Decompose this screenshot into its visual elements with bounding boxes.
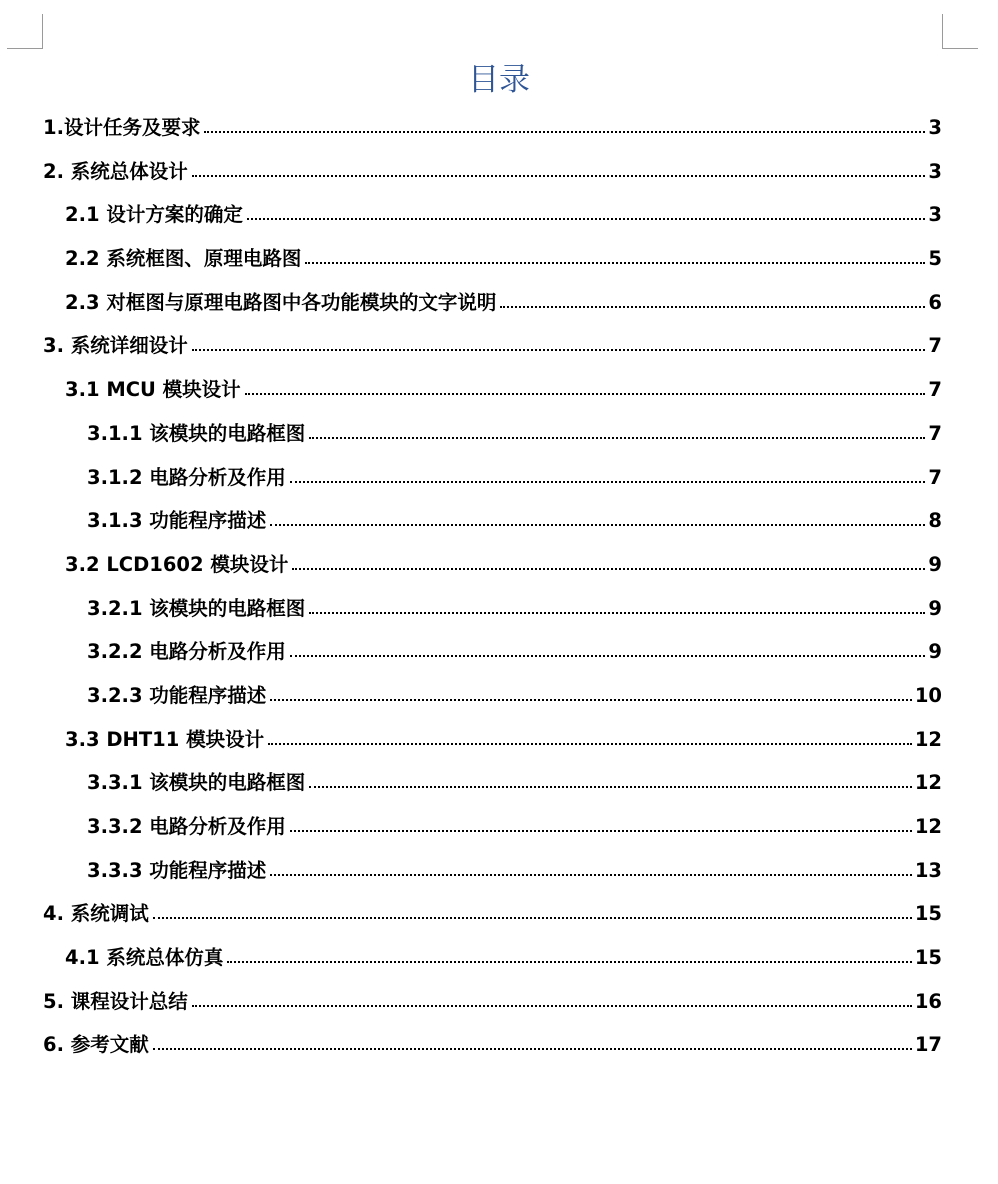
toc-entry-page-number: 12 xyxy=(914,815,942,838)
toc-entry[interactable] xyxy=(43,936,942,980)
dot-leader xyxy=(270,873,912,876)
toc-entry[interactable] xyxy=(43,892,942,936)
dot-leader xyxy=(268,742,912,745)
toc-entry-title: 3.3.3 功能程序描述 xyxy=(87,858,267,882)
dot-leader xyxy=(245,392,926,395)
toc-entry-title: 3.2.2 电路分析及作用 xyxy=(87,640,286,664)
toc-entry-title: 3.1 MCU 模块设计 xyxy=(65,378,241,402)
dot-leader xyxy=(500,305,925,308)
page-corner-mark-top-left xyxy=(7,48,43,49)
toc-entry-page-number: 17 xyxy=(914,1033,942,1057)
toc-entry[interactable] xyxy=(43,805,942,849)
dot-leader xyxy=(290,829,912,832)
table-of-contents xyxy=(43,106,942,1067)
toc-entry-page-number: 8 xyxy=(928,509,942,533)
toc-entry-page-number: 6 xyxy=(928,290,942,314)
toc-title: 目录 xyxy=(468,62,530,98)
toc-entry-page-number: 5 xyxy=(928,247,942,271)
dot-leader xyxy=(247,217,926,220)
dot-leader xyxy=(192,1004,912,1007)
toc-entry-page-number: 9 xyxy=(928,596,942,620)
dot-leader xyxy=(153,916,912,919)
toc-entry-title: 3.1.1 该模块的电路框图 xyxy=(87,421,306,445)
dot-leader xyxy=(290,654,926,657)
toc-entry-page-number: 7 xyxy=(928,334,942,358)
toc-entry-title: 3.3 DHT11 模块设计 xyxy=(65,727,265,751)
toc-entry[interactable] xyxy=(43,281,942,325)
toc-entry[interactable] xyxy=(43,1023,942,1067)
toc-entry[interactable] xyxy=(43,630,942,674)
toc-entry-title: 3.2 LCD1602 模块设计 xyxy=(65,552,289,576)
toc-entry-title: 6. 参考文献 xyxy=(43,1033,149,1057)
toc-entry-title: 3.2.1 该模块的电路框图 xyxy=(87,596,306,620)
toc-entry[interactable] xyxy=(43,718,942,762)
toc-entry-page-number: 7 xyxy=(928,421,942,445)
toc-entry-page-number: 16 xyxy=(914,989,942,1013)
toc-entry-title: 1.设计任务及要求 xyxy=(43,116,201,139)
dot-leader xyxy=(227,960,912,963)
toc-entry[interactable] xyxy=(43,761,942,805)
toc-entry-page-number: 7 xyxy=(928,378,942,402)
toc-entry-page-number: 10 xyxy=(914,683,942,707)
dot-leader xyxy=(305,261,925,264)
toc-entry-page-number: 9 xyxy=(928,552,942,576)
toc-entry-title: 3. 系统详细设计 xyxy=(43,334,188,358)
toc-entry-title: 3.2.3 功能程序描述 xyxy=(87,683,267,707)
dot-leader xyxy=(309,785,912,788)
page-corner-mark-top-left xyxy=(42,14,43,49)
toc-entry[interactable] xyxy=(43,412,942,456)
toc-entry-title: 3.3.2 电路分析及作用 xyxy=(87,815,286,838)
dot-leader xyxy=(290,480,926,483)
toc-entry-title: 2.3 对框图与原理电路图中各功能模块的文字说明 xyxy=(65,290,497,314)
dot-leader xyxy=(292,567,925,570)
toc-entry-page-number: 3 xyxy=(928,159,942,183)
toc-entry-title: 3.3.1 该模块的电路框图 xyxy=(87,771,306,795)
toc-entry[interactable] xyxy=(43,324,942,368)
toc-entry[interactable] xyxy=(43,499,942,543)
toc-entry[interactable] xyxy=(43,106,942,150)
toc-entry-title: 4. 系统调试 xyxy=(43,902,149,926)
toc-entry[interactable] xyxy=(43,368,942,412)
toc-entry-page-number: 3 xyxy=(928,116,942,139)
toc-entry-title: 2.1 设计方案的确定 xyxy=(65,203,243,227)
toc-entry-page-number: 15 xyxy=(914,902,942,926)
toc-entry[interactable] xyxy=(43,193,942,237)
page-corner-mark-top-right xyxy=(942,48,978,49)
toc-entry-page-number: 12 xyxy=(914,727,942,751)
dot-leader xyxy=(309,611,925,614)
dot-leader xyxy=(153,1047,912,1050)
dot-leader xyxy=(270,698,912,701)
toc-entry-title: 3.1.2 电路分析及作用 xyxy=(87,465,286,489)
dot-leader xyxy=(270,523,925,526)
dot-leader xyxy=(192,174,926,177)
toc-entry[interactable] xyxy=(43,587,942,631)
toc-entry[interactable] xyxy=(43,150,942,194)
dot-leader xyxy=(204,130,925,133)
dot-leader xyxy=(309,436,925,439)
toc-entry-page-number: 13 xyxy=(914,858,942,882)
toc-entry-title: 2. 系统总体设计 xyxy=(43,159,188,183)
toc-entry[interactable] xyxy=(43,237,942,281)
toc-entry[interactable] xyxy=(43,980,942,1024)
dot-leader xyxy=(192,348,926,351)
toc-entry[interactable] xyxy=(43,456,942,500)
page-corner-mark-top-right xyxy=(942,14,943,49)
toc-entry-page-number: 3 xyxy=(928,203,942,227)
toc-entry[interactable] xyxy=(43,543,942,587)
toc-entry-title: 4.1 系统总体仿真 xyxy=(65,946,224,970)
toc-entry-title: 5. 课程设计总结 xyxy=(43,989,188,1013)
toc-entry-title: 3.1.3 功能程序描述 xyxy=(87,509,267,533)
toc-entry-title: 2.2 系统框图、原理电路图 xyxy=(65,247,302,271)
toc-entry-page-number: 7 xyxy=(928,465,942,489)
toc-entry-page-number: 9 xyxy=(928,640,942,664)
toc-entry-page-number: 15 xyxy=(914,946,942,970)
toc-entry-page-number: 12 xyxy=(914,771,942,795)
toc-entry[interactable] xyxy=(43,674,942,718)
toc-entry[interactable] xyxy=(43,849,942,893)
